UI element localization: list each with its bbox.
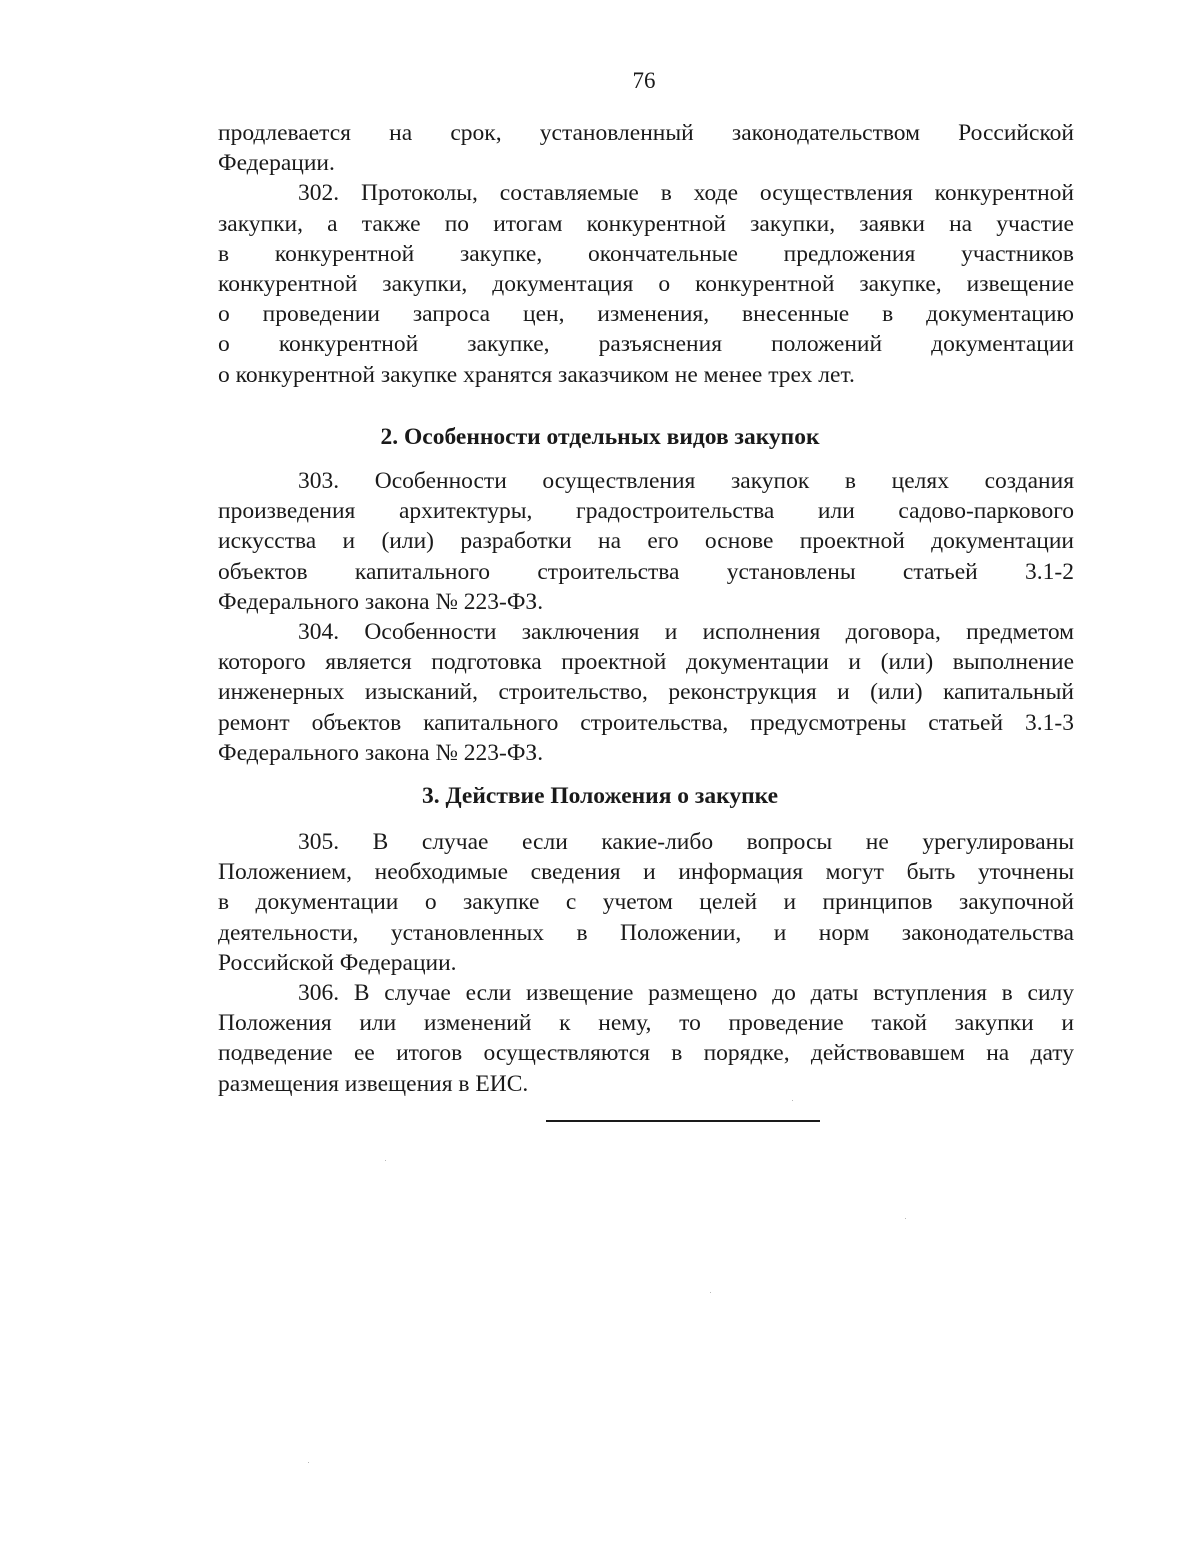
text-line: продлевается на срок, установленный законодательством Российской <box>218 120 1074 146</box>
scan-speck <box>905 1218 906 1219</box>
text-line: 302. Протоколы, составляемые в ходе осуществления конкурентной <box>298 180 1074 207</box>
text-line: Федерации. <box>218 150 335 177</box>
paragraph-block-2 <box>218 466 1074 768</box>
paragraph-block-1 <box>218 118 1074 390</box>
text-line: Федерального закона № 223-ФЗ. <box>218 739 544 766</box>
scan-speck <box>792 1100 793 1101</box>
text-line: закупки, а также по итогам конкурентной закупки, заявки на участие <box>218 210 1074 237</box>
text-line: в документации о закупке с учетом целей и принципов закупочной <box>218 889 1074 916</box>
text-line: Российской Федерации. <box>218 949 457 976</box>
scan-speck <box>308 1462 309 1463</box>
text-line: о конкурентной закупке хранятся заказчиком не менее трех лет. <box>218 361 855 388</box>
text-line: 306. В случае если извещение размещено до даты вступления в силу <box>298 979 1074 1006</box>
section-heading-2: 2. Особенности отдельных видов закупок <box>380 424 820 450</box>
text-line: которого является подготовка проектной документации и (или) выполнение <box>218 649 1074 676</box>
text-line: произведения архитектуры, градостроительства или садово-паркового <box>218 498 1074 525</box>
text-line: подведение ее итогов осуществляются в порядке, действовавшем на дату <box>218 1040 1074 1067</box>
text-line: 305. В случае если какие-либо вопросы не урегулированы <box>298 829 1074 855</box>
text-line: конкурентной закупки, документация о конкурентной закупке, извещение <box>218 270 1074 297</box>
text-line: инженерных изысканий, строительство, реконструкция и (или) капитальный <box>218 679 1074 706</box>
text-line: Положением, необходимые сведения и информация могут быть уточнены <box>218 859 1074 886</box>
paragraph-block-3 <box>218 827 1074 1099</box>
text-line: о проведении запроса цен, изменения, внесенные в документацию <box>218 301 1074 328</box>
text-line: ремонт объектов капитального строительства, предусмотрены статьей 3.1-3 <box>218 709 1074 736</box>
text-line: искусства и (или) разработки на его основе проектной документации <box>218 528 1074 555</box>
page-number: 76 <box>632 68 656 93</box>
text-line: объектов капитального строительства установлены статьей 3.1-2 <box>218 558 1074 585</box>
text-line: Федерального закона № 223-ФЗ. <box>218 588 544 615</box>
section-heading-3: 3. Действие Положения о закупке <box>421 783 779 809</box>
end-of-document-rule <box>546 1120 820 1122</box>
text-line: размещения извещения в ЕИС. <box>218 1070 529 1097</box>
scan-speck <box>710 1292 711 1293</box>
text-line: о конкурентной закупке, разъяснения положений документации <box>218 331 1074 358</box>
scan-speck <box>385 1160 386 1161</box>
text-line: в конкурентной закупке, окончательные предложения участников <box>218 240 1074 267</box>
text-line: Положения или изменений к нему, то проведение такой закупки и <box>218 1010 1074 1037</box>
text-line: деятельности, установленных в Положении, и норм законодательства <box>218 919 1074 946</box>
text-line: 304. Особенности заключения и исполнения договора, предметом <box>298 618 1074 645</box>
text-line: 303. Особенности осуществления закупок в целях создания <box>298 468 1074 494</box>
